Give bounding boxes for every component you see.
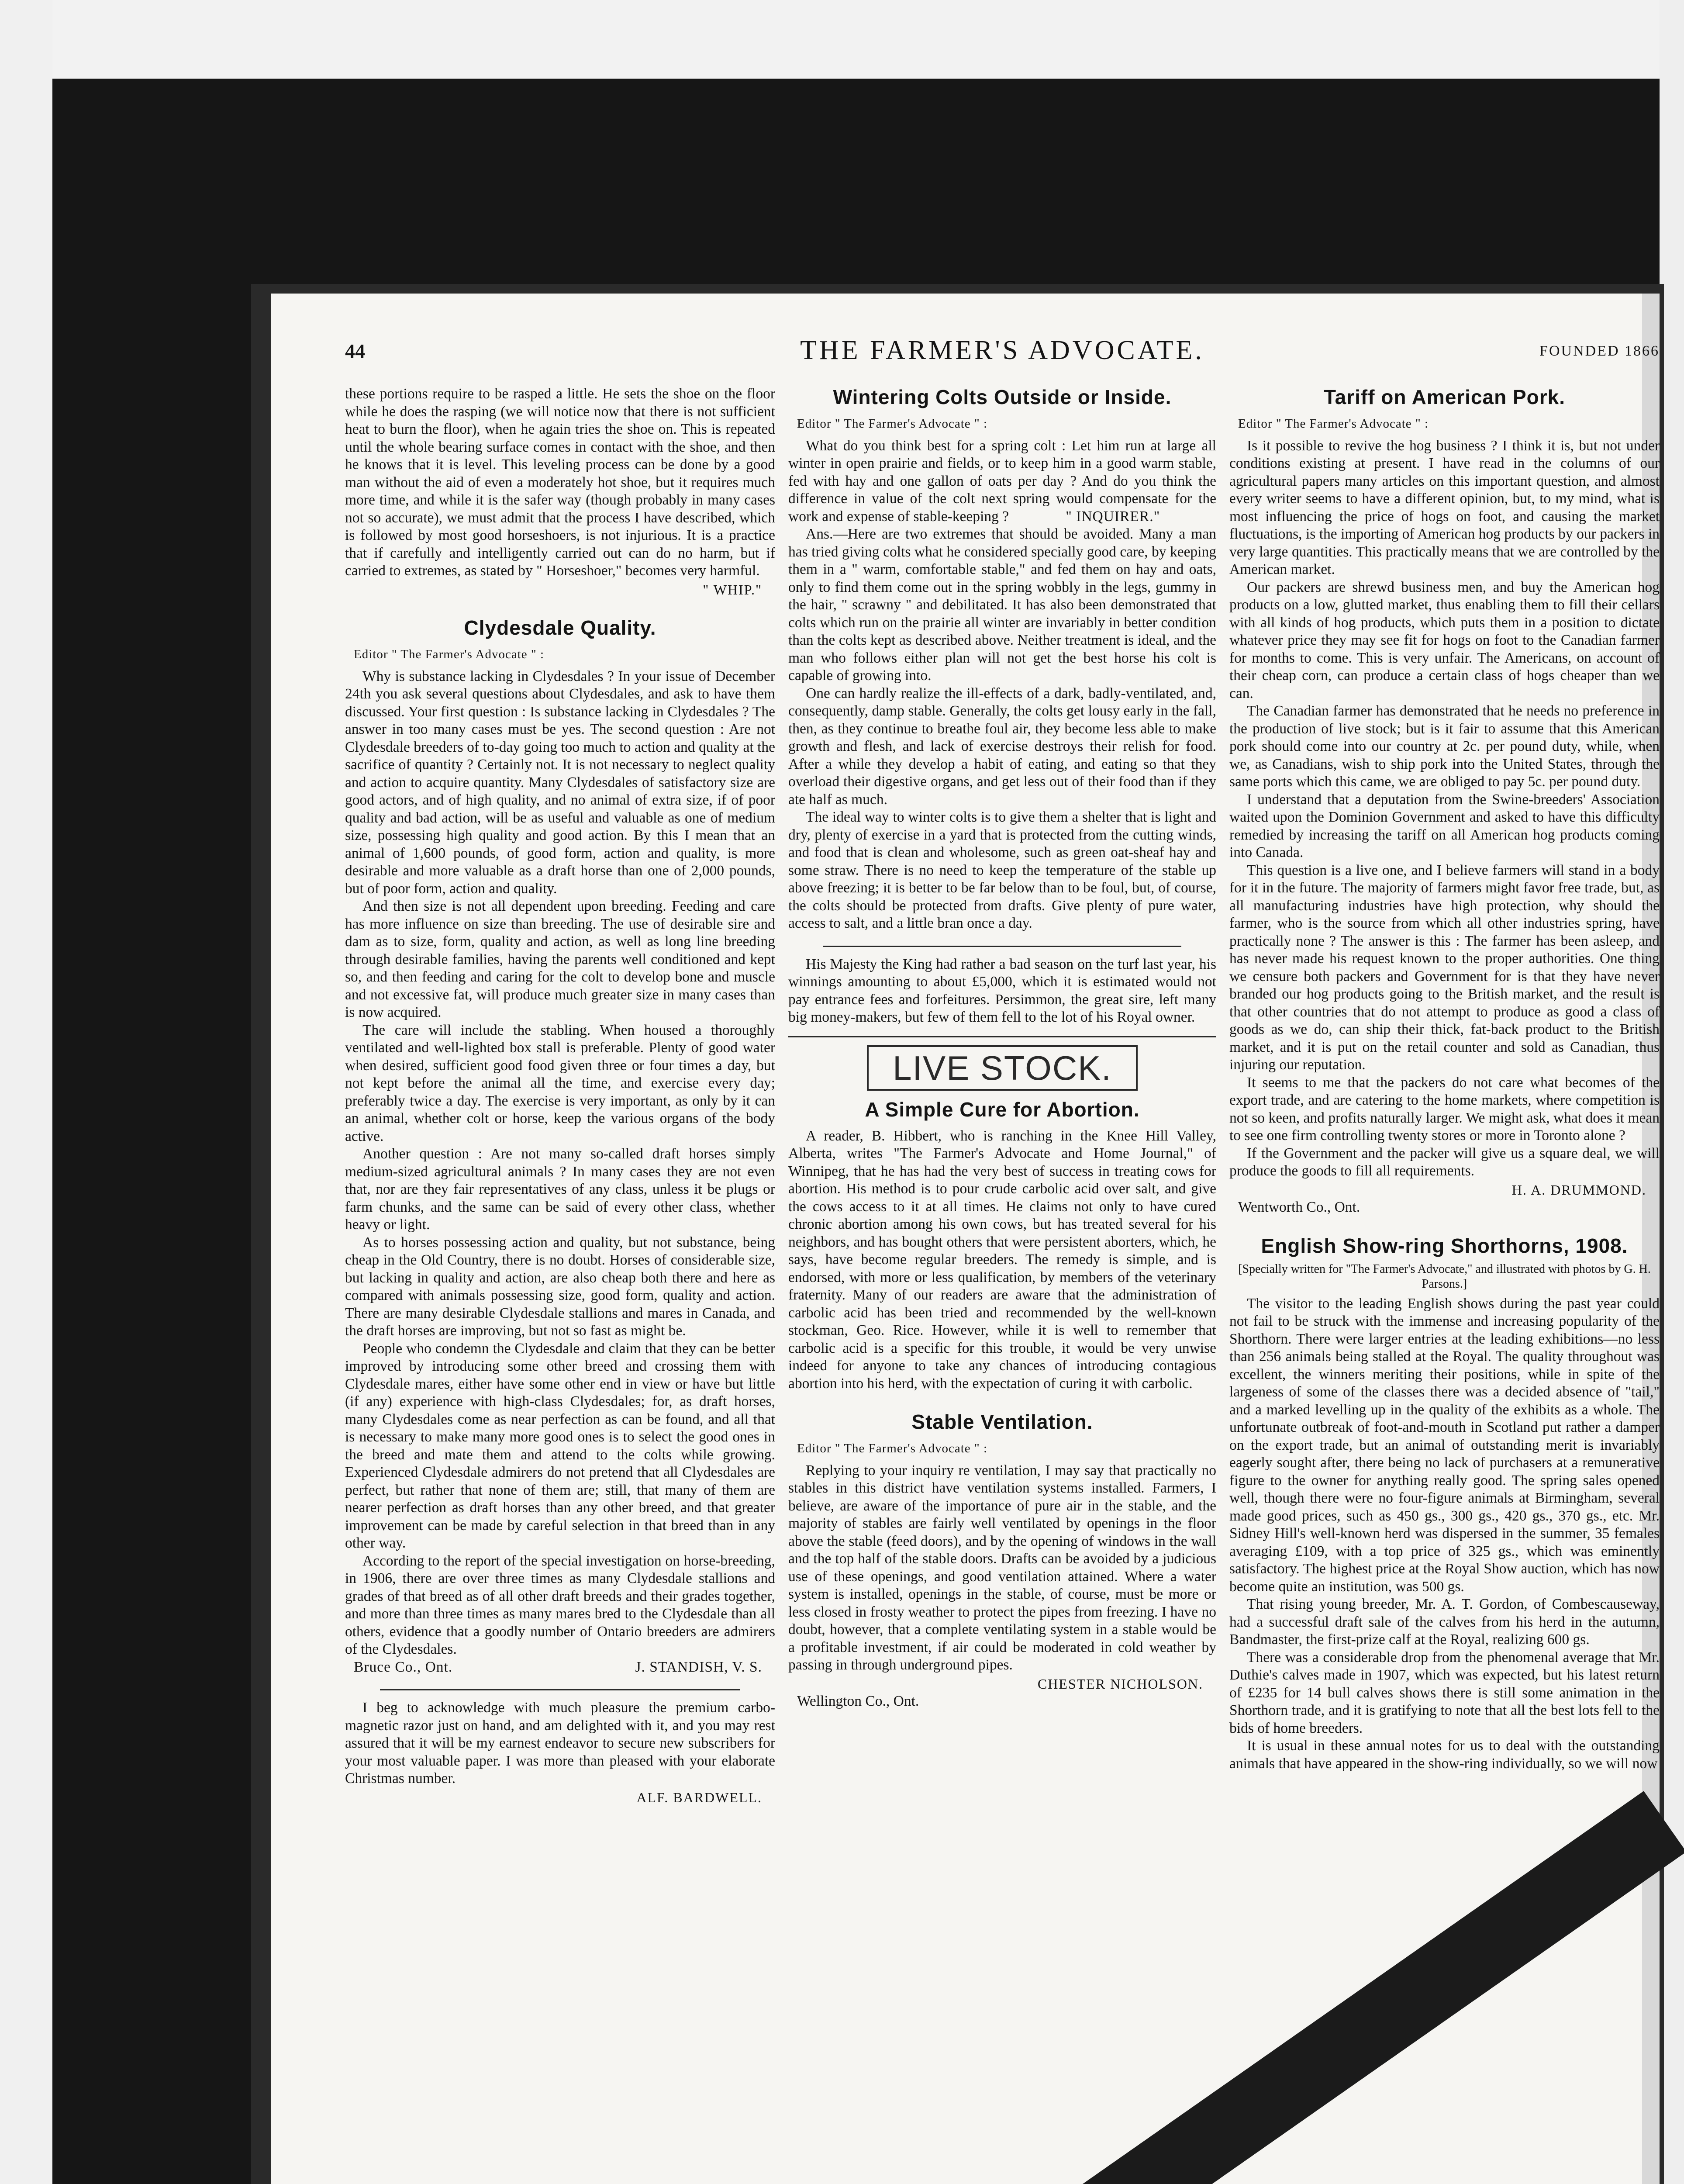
horseshoe-continuation: these portions require to be rasped a little. He sets the shoe on the floor while he does the rasping (we will notice now that there is not sufficient heat to burn the floor), when he again tries the shoe on. This is repeated until the whole bearing surface comes in contact with the shoe, and then he knows that it is level. This leveling process can be done by a good man without the aid of even a moderately hot shoe, but it requires much more time, and while it is the safer way (though probably in many cases not so accurate), we must admit that the process I have described, which is followed by most good horseshoers, is not injurious. It is a practice that if carefully and intelligently carried out can do no harm, but if carried to extremes, as stated by " Horseshoer," becomes very harmful. xyxy=(345,386,775,579)
colts-question xyxy=(788,437,1216,526)
paragraph: Ans.—Here are two extremes that should be avoided. Many a man has tried giving colts what he considered specially good care, by keeping them in a " warm, comfortable stable," and fed them on hay and oats, only to find them come out in the spring wobbly in the legs, gummy in the hair, " scrawny " and debilitated. It has also been demonstrated that colts which run on the prairie all winter are invariably in better condition than the colts kept as described above. Neither treatment is ideal, and the man who follows either plan will not get the best horse his colt is capable of growing into. xyxy=(788,526,1216,684)
signature-whip: " WHIP." xyxy=(703,581,762,598)
editor-salutation: Editor " The Farmer's Advocate " : xyxy=(797,1441,988,1455)
signature-line xyxy=(345,1659,775,1676)
newspaper-page xyxy=(271,294,1660,2184)
editor-salutation: Editor " The Farmer's Advocate " : xyxy=(1238,417,1429,431)
paragraph: It seems to me that the packers do not care what becomes of the export trade, and are catering to the home markets, where competition is not so keen, and profits naturally larger. We might ask, what does it mean to see one firm controlling twenty stores or more in Toronto alone ? xyxy=(1229,1074,1660,1144)
page-header xyxy=(345,335,1660,370)
divider-rule xyxy=(380,1689,740,1690)
place-bruce: Bruce Co., Ont. xyxy=(354,1659,453,1675)
signature-inquirer: " INQUIRER." xyxy=(1066,508,1160,525)
column-2 xyxy=(788,385,1216,1711)
article-title-stable-ventilation: Stable Ventilation. xyxy=(911,1410,1093,1433)
founded-label: FOUNDED 1866 xyxy=(1539,343,1660,359)
paragraph: This question is a live one, and I believe farmers will stand in a body for it in the future. The majority of farmers might favor free trade, but, as all manufacturing industries have high protection, why should the farmer, who is the source from which all other industries spring, have practically none ? The answer is this : The farmer has been asleep, and has never made his request known to the proper authorities. One thing we censure both packers and Government for is that they have never branded our hog products going to the British market, and the result is that other countries that do not attempt to produce as good a class of goods as we do, can ship their thick, fat-back product to the British market, and it is put on the retail counter and sold as Canadian, thus injuring our reputation. xyxy=(1229,862,1660,1073)
paragraph: According to the report of the special investigation on horse-breeding, in 1906, there are over three times as many Clydesdale stallions and grades of that breed as of all other draft breeds and their grades together, and more than three times as many mares bred to the Clydesdale than all others, evidence that a goodly number of Ontario breeders are admirers of the Clydesdales. xyxy=(345,1552,775,1657)
paragraph: The care will include the stabling. When housed a thoroughly ventilated and well-lighted box stall is preferable. Plenty of good water when desired, sufficient good food given three or four times a day, but not kept before the animal all the time, and exercise every day; preferably twice a day. The exercise is very important, as only by it can an animal, whether colt or horse, keep the various organs of the body active. xyxy=(345,1022,775,1144)
signature-standish: J. STANDISH, V. S. xyxy=(635,1659,762,1675)
signature-nicholson: CHESTER NICHOLSON. xyxy=(1037,1676,1203,1692)
question-text: What do you think best for a spring colt : Let him run at large all winter in open prairie and fields, or to keep him in a good warm stable, fed with hay and one gallon of oats per day ? And do you think the difference in value of the colt next spring would compensate for the work and expense of stable-keeping ? xyxy=(788,437,1216,525)
signature-drummond: H. A. DRUMMOND. xyxy=(1511,1182,1646,1198)
column-3 xyxy=(1229,385,1660,1773)
scan-border-left xyxy=(0,0,52,2184)
paragraph: Another question : Are not many so-called draft horses simply medium-sized agricultural animals ? In many cases they are not even that, nor are they fair representatives of any class, unless it be plugs or farm chunks, and the same can be said of every other class, whether heavy or light. xyxy=(345,1146,775,1233)
column-1 xyxy=(345,385,775,1806)
paragraph: The Canadian farmer has demonstrated that he needs no preference in the production of live stock; but is it fair to assume that this American pork should come into our country at 2c. per pound duty, while, when we, as Canadians, wish to ship pork into the United States, through the same ports which this came, we are obliged to pay 5c. per pound duty. xyxy=(1229,703,1660,790)
paragraph: I understand that a deputation from the Swine-breeders' Association waited upon the Dominion Government and asked to have this difficulty remedied by increasing the tariff on all American hog products coming into Canada. xyxy=(1229,791,1660,860)
article-title-wintering-colts: Wintering Colts Outside or Inside. xyxy=(833,386,1172,408)
scan-border-top xyxy=(0,0,1684,79)
paragraph: As to horses possessing action and quality, but not substance, being cheap in the Old Country, there is no doubt. Horses of considerable size, but lacking in quality and action, are also cheap both there and here as compared with animals possessing size, good form, quality and action. There are many desirable Clydesdale stallions and mares in Canada, and the draft horses are improving, but not so fast as might be. xyxy=(345,1234,775,1339)
paragraph: Our packers are shrewd business men, and buy the American hog products on a low, glutted market, thus enabling them to fill their cellars with all kinds of hog products, which puts them in a position to dictate whatever price they may see fit for hogs on foot to the Canadian farmer for months to come. This is very unfair. The Americans, on account of their cheap corn, can produce a certain class of hogs cheaper than we can. xyxy=(1229,579,1660,702)
divider-rule xyxy=(788,1036,1216,1037)
paragraph: Why is substance lacking in Clydesdales ? In your issue of December 24th you ask several questions about Clydesdales, and ask to have them discussed. Your first question : Is substance lacking in Clydesdales ? The answer in too many cases must be yes. The second question : Are not Clydesdale breeders of to-day going too much to action and quality at the sacrifice of quantity ? Certainly not. It is not necessary to neglect quality and action to acquire quantity. Many Clydesdales of satisfactory size are good actors, and of high quality, and no animal of extra size, if of poor quality and bad action, will be as useful and valuable as one of medium size, possessing high quality and good action. By this I mean that an animal of 1,600 pounds, of good form, action and quality, is more desirable and more valuable as a draft horse than one of 2,000 pounds, but of poor form, action and quality. xyxy=(345,668,775,897)
divider-rule xyxy=(823,946,1181,947)
paragraph: The visitor to the leading English shows during the past year could not fail to be struck with the immense and increasing popularity of the Shorthorn. There were larger entries at the leading exhibitions—no less than 256 animals being stalled at the Royal. The quality throughout was excellent, the winners meriting their positions, while in spite of the largeness of some of the classes there was a decided absence of "tail," and a marked levelling up in the quality of the exhibits as a whole. The unfortunate outbreak of foot-and-mouth in Scotland put rather a damper on the export trade, but an animal of outstanding merit is invariably eagerly sought after, there being no lack of purchasers at a remunerative figure to the owner for anything really good. The spring sales opened well, though there were no four-figure animals at Birmingham, several made good prices, such as 450 gs., 300 gs., 420 gs., 370 gs., etc. Mr. Sidney Hill's well-known herd was dispersed in the summer, 35 females averaging £109, with a top price of 325 gs., which was eminently satisfactory. The highest price at the Royal Show auction, which has now become quite an institution, was 500 gs. xyxy=(1229,1295,1660,1595)
king-turf-note: His Majesty the King had rather a bad season on the turf last year, his winnings amounting to about £5,000, which it is estimated would not pay entrance fees and forfeitures. Persimmon, the great sire, left many big money-makers, but few of them fell to the lot of his Royal owner. xyxy=(788,956,1216,1025)
place-wentworth: Wentworth Co., Ont. xyxy=(1238,1199,1360,1215)
paragraph: It is usual in these annual notes for us to deal with the outstanding animals that have appeared in the show-ring individually, so we will now xyxy=(1229,1738,1660,1772)
article-title-shorthorns: English Show-ring Shorthorns, 1908. xyxy=(1261,1234,1628,1257)
signature-bardwell: ALF. BARDWELL. xyxy=(636,1789,762,1805)
paragraph: There was a considerable drop from the phenomenal average that Mr. Duthie's calves made in 1907, which was expected, but his latest return of £235 for 14 bull calves shows there is still some animation in the Shorthorn trade, and it is gratifying to note that all the best lots fell to the bids of home breeders. xyxy=(1229,1649,1660,1736)
article-credit: [Specially written for "The Farmer's Advocate," and illustrated with photos by G. H. Parsons.] xyxy=(1238,1262,1651,1291)
razor-letter: I beg to acknowledge with much pleasure the premium carbo-magnetic razor just on hand, and am delighted with it, and you may rest assured that it will be my earnest endeavor to secure new subscribers for your most valuable paper. I was more than pleased with your elaborate Christmas number. xyxy=(345,1700,775,1787)
place-wellington: Wellington Co., Ont. xyxy=(797,1693,919,1709)
paragraph: Is it possible to revive the hog business ? I think it is, but not under conditions existing at present. I have read in the columns of our agricultural papers many articles on this important question, and almost every writer seems to have a different opinion, but, to my mind, what is most influencing the price of hogs on foot, and causing the market fluctuations, is the importing of American hog products by our packers in very large quantities. This practically means that we are controlled by the American market. xyxy=(1229,437,1660,577)
article-title-tariff-pork: Tariff on American Pork. xyxy=(1323,386,1566,408)
paragraph: And then size is not all dependent upon breeding. Feeding and care has more influence on size than breeding. The use of desirable sire and dam as to size, form, quality and action, as well as long line breeding through desirable families, having the parents well conditioned and kept so, and then feeding and caring for the colt to develop bone and muscle and not excessive fat, will produce much greater size in many cases than is now acquired. xyxy=(345,898,775,1020)
paragraph: If the Government and the packer will give us a square deal, we will produce the goods to fill all requirements. xyxy=(1229,1145,1660,1179)
page-number: 44 xyxy=(345,340,365,362)
article-title-abortion: A Simple Cure for Abortion. xyxy=(865,1098,1140,1121)
paragraph: A reader, B. Hibbert, who is ranching in the Knee Hill Valley, Alberta, writes "The Farmer's Advocate and Home Journal," of Winnipeg, that he has had the very best of success in treating cows for abortion. His method is to pour crude carbolic acid over salt, and give the cows access to it at all times. He claims not only to have cured chronic abortion among his own cows, but has treated several for his neighbors, and has bought others that were persistent aborters, which, he says, have become regular breeders. The remedy is simple, and is endorsed, with more or less qualification, by members of the veterinary fraternity. Many of our readers are aware that the administration of carbolic acid has been tried and recommended by the well-known stockman, Geo. Rice. However, while it is well to remember that carbolic acid is a specific for this trouble, it would be very unwise indeed for anyone to take any chances of introducing contagious abortion into his herd, with the expectation of curing it with carbolic. xyxy=(788,1127,1216,1392)
paragraph: Replying to your inquiry re ventilation, I may say that practically no stables in this district have ventilation systems installed. Farmers, I believe, are aware of the importance of pure air in the stable, and the majority of stables are fairly well ventilated by openings in the floor above the stable (feed doors), and by the opening of windows in the wall and the top half of the stable doors. Drafts can be avoided by a judicious use of these openings, and good ventilation attained. Where a water system is installed, openings in the stable, of course, must be more or less closed in frosty weather to protect the pipes from freezing. I have no doubt, however, that a complete ventilating system in a stable would be a profitable investment, if air could be moderated in cold weather by passing in through underground pipes. xyxy=(788,1462,1216,1673)
paragraph: The ideal way to winter colts is to give them a shelter that is light and dry, plenty of exercise in a yard that is protected from the cutting winds, and food that is clean and wholesome, such as green oat-sheaf hay and some straw. There is no need to keep the temperature of the stable up above freezing; it is better to be far below than to be foul, but, of course, the colts should be protected from drafts. Give plenty of pure water, access to salt, and a little bran once a day. xyxy=(788,809,1216,931)
masthead: THE FARMER'S ADVOCATE. xyxy=(800,335,1204,365)
section-header-live-stock: LIVE STOCK. xyxy=(867,1045,1138,1091)
paragraph: One can hardly realize the ill-effects of a dark, badly-ventilated, and, consequently, damp stable. Generally, the colts get lousy early in the fall, then, as they continue to breathe foul air, they become less able to make growth and flesh, and lack of exercise destroys their relish for food. After a while they develop a habit of eating, and eating so that they overload their digestive organs, and get less out of their food than if they ate half as much. xyxy=(788,685,1216,808)
editor-salutation: Editor " The Farmer's Advocate " : xyxy=(354,647,545,661)
editor-salutation: Editor " The Farmer's Advocate " : xyxy=(797,417,988,431)
article-title-clydesdale-quality: Clydesdale Quality. xyxy=(464,616,656,639)
paragraph: That rising young breeder, Mr. A. T. Gordon, of Combescauseway, had a successful draft sale of the calves from his herd in the autumn, Bandmaster, the first-prize calf at the Royal, realizing 600 gs. xyxy=(1229,1596,1660,1648)
paragraph: People who condemn the Clydesdale and claim that they can be better improved by introducing some other breed and crossing them with Clydesdale mares, either have some other end in view or have but little (if any) experience with high-class Clydesdales; for, as draft horses, many Clydesdales come as near perfection as can be found, and all that is necessary to make many more good ones is to select the good ones in the breed and mate them and attend to the colts while growing. Experienced Clydesdale admirers do not pretend that all Clydesdales are perfect, but rather that none of them are; still, that many of them are nearer perfection as draft horses than any other breed, and that greater improvement can be made by careful selection in that breed than in any other way. xyxy=(345,1340,775,1551)
